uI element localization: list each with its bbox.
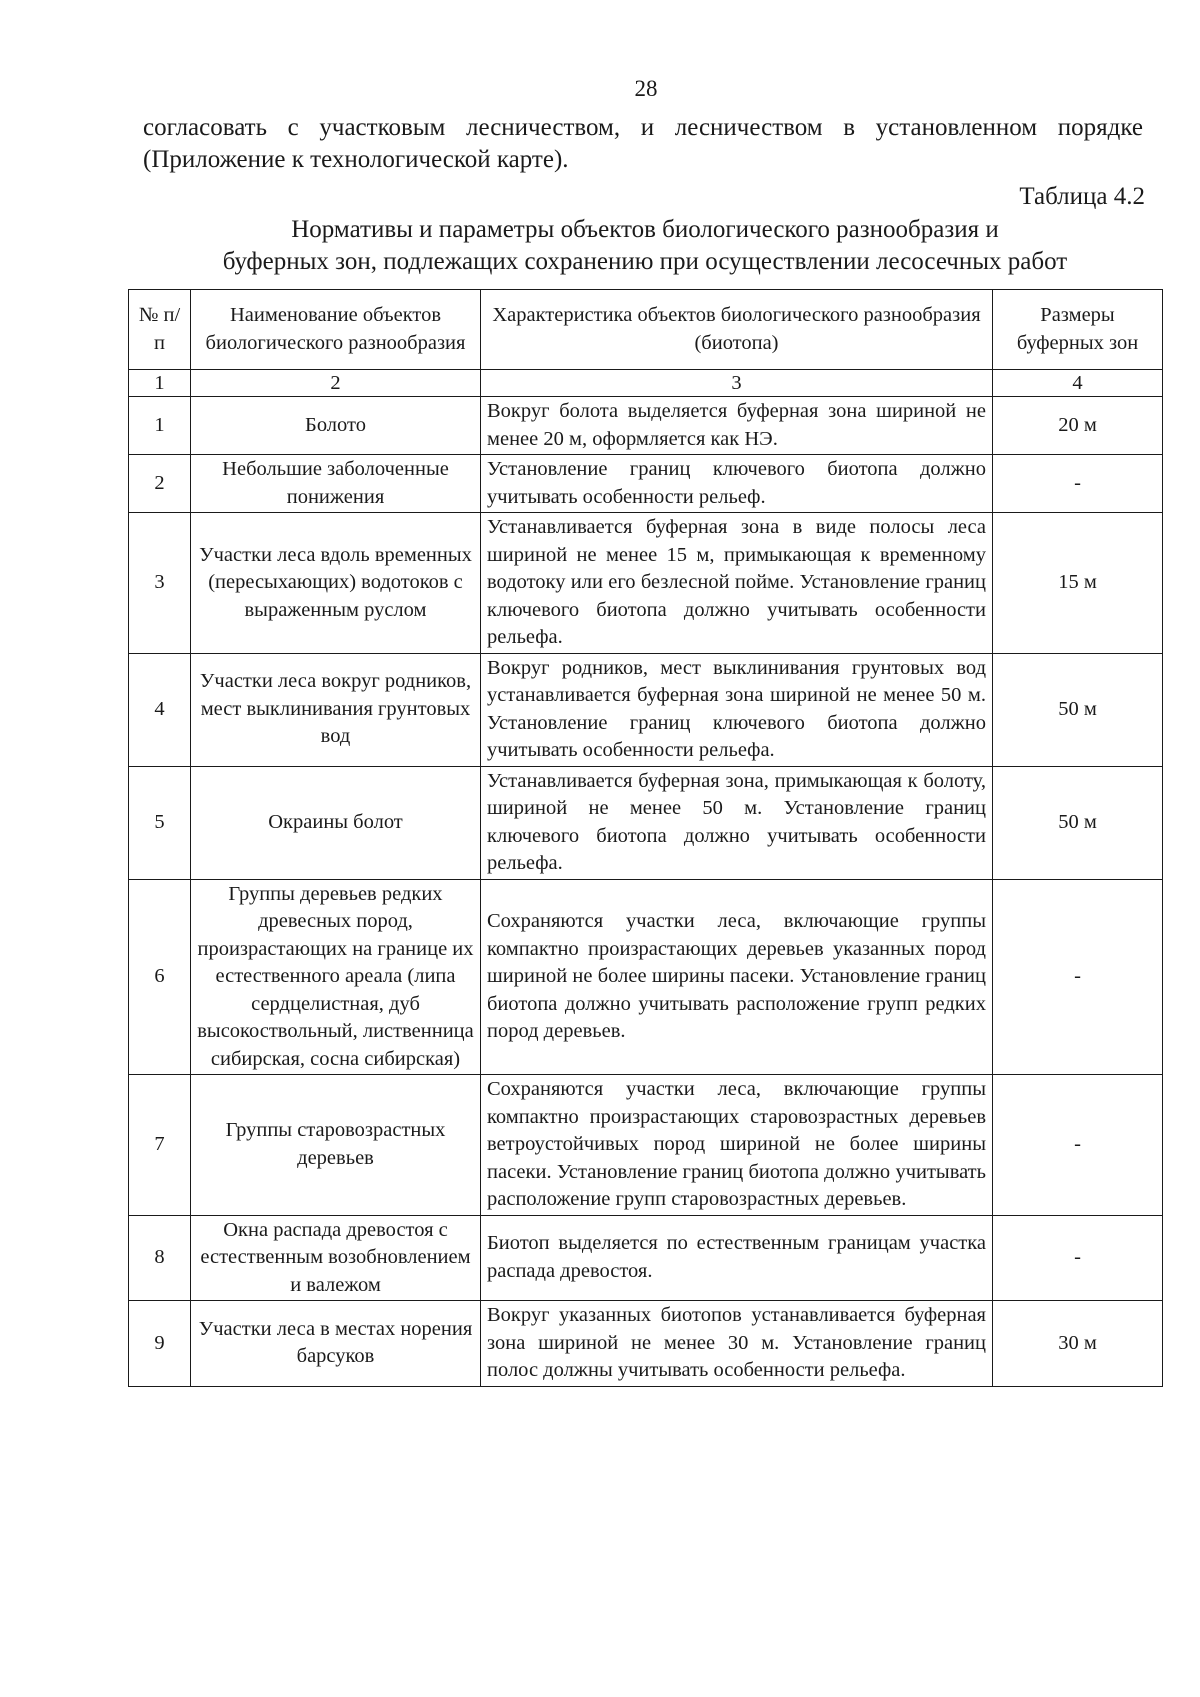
row-number: 1 <box>129 397 191 455</box>
object-description: Устанавливается буферная зона в виде полосы леса шириной не менее 15 м, примыкающая к временному водотоку или его безлесной пойме. Установление границ ключевого биотопа должно учитывать особенности рельефа. <box>481 513 993 654</box>
row-number: 4 <box>129 653 191 766</box>
header-row <box>129 290 1163 370</box>
header-number: № п/п <box>129 290 191 370</box>
table-row <box>129 766 1163 879</box>
object-description: Сохраняются участки леса, включающие группы компактно произрастающих старовозрастных деревьев ветроустойчивых пород шириной не более ширины пасеки. Установление границ биотопа должно учитывать расположение групп старовозрастных деревьев. <box>481 1075 993 1216</box>
column-number-row <box>129 370 1163 397</box>
object-description: Сохраняются участки леса, включающие группы компактно произрастающих деревьев указанных пород шириной не более ширины пасеки. Установление границ биотопа должно учитывать расположение групп редких пород деревьев. <box>481 879 993 1075</box>
row-number: 9 <box>129 1301 191 1387</box>
buffer-size: - <box>993 1215 1163 1301</box>
row-number: 2 <box>129 455 191 513</box>
table-title-line-2: буферных зон, подлежащих сохранению при осуществлении лесосечных работ <box>222 248 1068 275</box>
table-row <box>129 397 1163 455</box>
table-title <box>140 214 1150 278</box>
intro-paragraph: согласовать с участковым лесничеством, и лесничеством в установленном порядке (Приложение к технологической карте). <box>143 114 1143 173</box>
column-number: 1 <box>129 370 191 397</box>
buffer-size: 15 м <box>993 513 1163 654</box>
biodiversity-table <box>128 289 1163 1387</box>
buffer-size: - <box>993 455 1163 513</box>
object-description: Вокруг родников, мест выклинивания грунтовых вод устанавливается буферная зона шириной не менее 50 м. Установление границ ключевого биотопа должно учитывать особенности рельефа. <box>481 653 993 766</box>
object-description: Биотоп выделяется по естественным границам участка распада древостоя. <box>481 1215 993 1301</box>
row-number: 5 <box>129 766 191 879</box>
column-number: 4 <box>993 370 1163 397</box>
table-label: Таблица 4.2 <box>1019 183 1145 210</box>
buffer-size: - <box>993 879 1163 1075</box>
table-head <box>129 290 1163 397</box>
object-name: Болото <box>191 397 481 455</box>
header-object-name: Наименование объектов биологического разнообразия <box>191 290 481 370</box>
table-row <box>129 1301 1163 1387</box>
column-number: 3 <box>481 370 993 397</box>
buffer-size: 50 м <box>993 766 1163 879</box>
header-characteristics: Характеристика объектов биологического разнообразия (биотопа) <box>481 290 993 370</box>
buffer-size: 20 м <box>993 397 1163 455</box>
object-name: Участки леса вокруг родников, мест выклинивания грунтовых вод <box>191 653 481 766</box>
object-name: Группы деревьев редких древесных пород, произрастающих на границе их естественного ареала (липа сердцелистная, дуб высокоствольный, лиственница сибирская, сосна сибирская) <box>191 879 481 1075</box>
object-description: Установление границ ключевого биотопа должно учитывать особенности рельеф. <box>481 455 993 513</box>
object-name: Группы старовозрастных деревьев <box>191 1075 481 1216</box>
row-number: 8 <box>129 1215 191 1301</box>
table-row <box>129 879 1163 1075</box>
column-number: 2 <box>191 370 481 397</box>
object-name: Участки леса в местах норения барсуков <box>191 1301 481 1387</box>
buffer-size: 50 м <box>993 653 1163 766</box>
object-name: Небольшие заболоченные понижения <box>191 455 481 513</box>
object-name: Окна распада древостоя с естественным возобновлением и валежом <box>191 1215 481 1301</box>
object-name: Окраины болот <box>191 766 481 879</box>
row-number: 3 <box>129 513 191 654</box>
table-body <box>129 397 1163 1387</box>
table-row <box>129 513 1163 654</box>
object-description: Устанавливается буферная зона, примыкающая к болоту, шириной не менее 50 м. Установление границ ключевого биотопа должно учитывать особенности рельефа. <box>481 766 993 879</box>
page-number: 28 <box>634 76 658 101</box>
row-number: 7 <box>129 1075 191 1216</box>
table-row <box>129 1215 1163 1301</box>
buffer-size: - <box>993 1075 1163 1216</box>
table-row <box>129 455 1163 513</box>
table-title-line-1: Нормативы и параметры объектов биологического разнообразия и <box>291 216 999 243</box>
object-description: Вокруг указанных биотопов устанавливается буферная зона шириной не менее 30 м. Установление границ полос должны учитывать особенности рельефа. <box>481 1301 993 1387</box>
row-number: 6 <box>129 879 191 1075</box>
table-row <box>129 653 1163 766</box>
object-description: Вокруг болота выделяется буферная зона шириной не менее 20 м, оформляется как НЭ. <box>481 397 993 455</box>
object-name: Участки леса вдоль временных (пересыхающих) водотоков с выраженным руслом <box>191 513 481 654</box>
table-row <box>129 1075 1163 1216</box>
header-buffer-size: Размеры буферных зон <box>993 290 1163 370</box>
buffer-size: 30 м <box>993 1301 1163 1387</box>
